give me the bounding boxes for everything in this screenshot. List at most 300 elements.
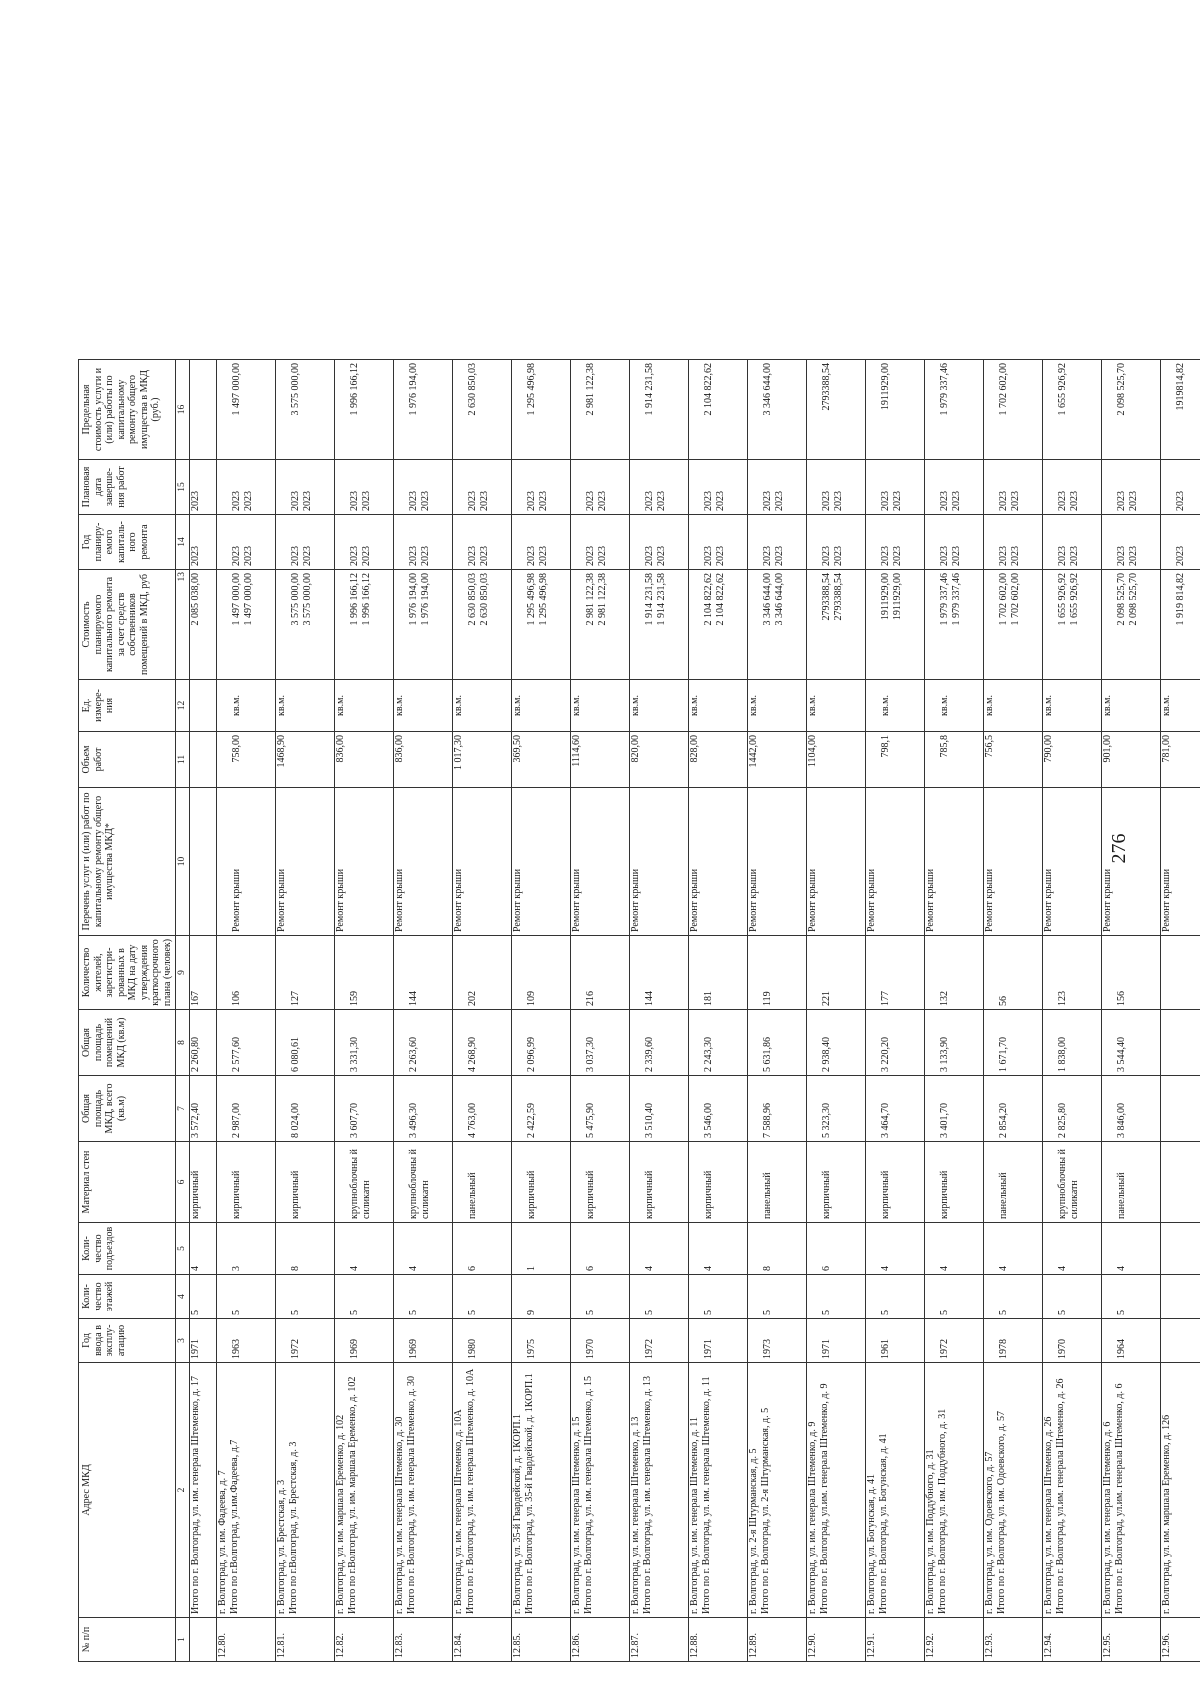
unit: кв.м. <box>629 695 641 716</box>
limit-cost: 2 630 850,03 <box>466 363 478 416</box>
repair-plan-table <box>78 359 1200 1662</box>
cost: 1 655 926,92 <box>1056 573 1068 626</box>
carry-residents: 167 <box>189 936 216 1010</box>
work-volume: 790,00 <box>1042 735 1054 763</box>
floors: 9 <box>525 1310 537 1315</box>
col-header-volume: Объем работ <box>79 732 176 788</box>
premises-area: 6 080,61 <box>289 1037 301 1072</box>
entrances: 6 <box>820 1266 832 1271</box>
plan-year: 2023 <box>1115 546 1127 566</box>
floors: 5 <box>820 1310 832 1315</box>
unit: кв.м. <box>806 695 818 716</box>
plan-year: 2023 <box>407 546 419 566</box>
end-date: 2023 <box>1056 491 1068 511</box>
floors: 5 <box>466 1310 478 1315</box>
work-volume: 1468,90 <box>275 735 287 768</box>
end-date: 2023 <box>702 491 714 511</box>
entrances: 8 <box>289 1266 301 1271</box>
address: г. Волгоград, ул. им. генерала Штеменко, д. 10А <box>452 1409 464 1614</box>
entrances: 4 <box>1056 1266 1068 1271</box>
limit-cost: 1 976 194,00 <box>407 363 419 416</box>
end-date-total: 2023 <box>537 491 549 511</box>
premises-area <box>1161 1013 1175 1072</box>
end-date: 2023 <box>1115 491 1127 511</box>
total-area: 3 546,00 <box>702 1103 714 1138</box>
unit: кв.м. <box>688 695 700 716</box>
total-area: 5 323,30 <box>820 1103 832 1138</box>
carry-floors: 5 <box>189 1275 216 1319</box>
row-number: 12.83. <box>393 1633 405 1658</box>
limit-cost: 1 702 602,00 <box>997 363 1009 416</box>
col-number: 2 <box>176 1363 190 1618</box>
work-volume: 1 017,30 <box>452 735 464 770</box>
work-volume: 1104,00 <box>806 735 818 768</box>
work-volume: 836,00 <box>393 735 405 763</box>
plan-year: 2023 <box>702 546 714 566</box>
table-row <box>216 360 275 1662</box>
year-built: 1978 <box>997 1339 1009 1359</box>
plan-year: 2023 <box>466 546 478 566</box>
address-total: Итого по г.Волгоград, ул. Брестская, д. 3 <box>287 1441 299 1614</box>
wall-material: крупноблочны й силикатн <box>1056 1149 1080 1219</box>
col-header-premises-area: Общая площадь помещений МКД (кв.м) <box>79 1010 176 1076</box>
carry-end-date: 2023 <box>189 460 216 515</box>
limit-cost: 1 996 166,12 <box>348 363 360 416</box>
unit: кв.м. <box>747 695 759 716</box>
year-built: 1969 <box>348 1339 360 1359</box>
plan-year: 2023 <box>820 546 832 566</box>
col-header-address: Адрес МКД <box>79 1363 176 1618</box>
work-type: Ремонт крыши <box>275 868 287 932</box>
address: г. Волгоград, ул. им. маршала Еременко, д. 102 <box>334 1414 346 1614</box>
floors: 5 <box>643 1310 655 1315</box>
plan-year-total: 2023 <box>1068 546 1080 566</box>
address: г. Волгоград, ул. 2-я Штурманская, д. 5 <box>747 1448 759 1614</box>
work-type: Ремонт крыши <box>1160 868 1172 932</box>
cost: 1 996 166,12 <box>348 573 360 626</box>
unit: кв.м. <box>879 695 891 716</box>
plan-year-total: 2023 <box>655 546 667 566</box>
entrances: 4 <box>1115 1266 1127 1271</box>
row-number: 12.90. <box>806 1633 818 1658</box>
address-total: Итого по г. Волгоград, ул. им. генерала Штеменко, д. 10А <box>464 1368 476 1614</box>
entrances: 4 <box>407 1266 419 1271</box>
row-number: 12.94. <box>1042 1633 1054 1658</box>
address: г. Волгоград, ул. им. генерала Штеменко, д. 11 <box>688 1417 700 1614</box>
table-row <box>1101 360 1160 1662</box>
address: г. Волгоград, ул. им. генерала Штеменко, д. 26 <box>1042 1416 1054 1614</box>
cost-total: 2 098 525,70 <box>1127 573 1139 626</box>
work-volume: 1442,00 <box>747 735 759 768</box>
col-number: 3 <box>176 1319 190 1363</box>
plan-year-total: 2023 <box>419 546 431 566</box>
limit-cost: 1 979 337,46 <box>938 363 950 416</box>
year-built: 1972 <box>938 1339 950 1359</box>
work-type: Ремонт крыши <box>452 868 464 932</box>
carry-entrances: 4 <box>189 1223 216 1275</box>
residents: 144 <box>643 991 655 1006</box>
address: г. Волгоград, ул. Брестская, д. 3 <box>275 1479 287 1614</box>
work-volume: 1114,60 <box>570 735 582 767</box>
plan-year-total: 2023 <box>242 546 254 566</box>
carry-material: кирпичный <box>189 1142 216 1223</box>
total-area: 3 496,30 <box>407 1103 419 1138</box>
unit: кв.м. <box>511 695 523 716</box>
plan-year: 2023 <box>1056 546 1068 566</box>
limit-cost: 1 914 231,58 <box>643 363 655 416</box>
end-date: 2023 <box>997 491 1009 511</box>
address: г. Волгоград, ул. им. Поддубного, д. 31 <box>924 1449 936 1614</box>
cost: 1911929,00 <box>879 573 891 621</box>
residents: 181 <box>702 991 714 1006</box>
wall-material: кирпичный <box>879 1170 891 1219</box>
table-row <box>1042 360 1101 1662</box>
address: г. Волгоград, ул. им. маршала Еременко, д. 126 <box>1160 1414 1172 1614</box>
work-type: Ремонт крыши <box>806 868 818 932</box>
row-number: 12.93. <box>983 1633 995 1658</box>
address-total: Итого по г.Волгоград, ул. им. маршала Еременко, д. 102 <box>346 1376 358 1614</box>
floors <box>1161 1278 1175 1315</box>
total-area: 3 464,70 <box>879 1103 891 1138</box>
plan-year: 2023 <box>879 546 891 566</box>
row-number: 12.87. <box>629 1633 641 1658</box>
address-total: Итого по г. Волгоград, ул. им. генерала Штеменко, д. 11 <box>700 1376 712 1614</box>
wall-material: кирпичный <box>289 1170 301 1219</box>
end-date-total: 2023 <box>242 491 254 511</box>
carry-address: Итого по г. Волгоград, ул. им. генерала Штеменко, д. 17 <box>189 1363 216 1618</box>
work-type: Ремонт крыши <box>688 868 700 932</box>
premises-area: 2 243,30 <box>702 1037 714 1072</box>
table-row <box>688 360 747 1662</box>
wall-material: крупноблочны й силикатн <box>407 1149 431 1219</box>
end-date: 2023 <box>407 491 419 511</box>
address-total: Итого по г. Волгоград, ул. им. генерала Штеменко, д. 13 <box>641 1376 653 1614</box>
end-date-total: 2023 <box>360 491 372 511</box>
floors: 5 <box>348 1310 360 1315</box>
residents: 109 <box>525 991 537 1006</box>
limit-cost: 2 981 122,38 <box>584 363 596 416</box>
col-header-plan-year: Год планиру-емого капиталь-ного ремонта <box>79 515 176 570</box>
col-header-total-area: Общая площадь МКД, всего (кв.м) <box>79 1076 176 1142</box>
wall-material: кирпичный <box>820 1170 832 1219</box>
cost: 2 104 822,62 <box>702 573 714 626</box>
premises-area: 5 631,86 <box>761 1037 773 1072</box>
premises-area: 3 037,30 <box>584 1037 596 1072</box>
plan-year: 2023 <box>997 546 1009 566</box>
limit-cost: 1 295 496,98 <box>525 363 537 416</box>
cost: 1 979 337,46 <box>938 573 950 626</box>
work-volume: 785,8 <box>938 735 950 758</box>
total-area: 3 401,70 <box>938 1103 950 1138</box>
work-type: Ремонт крыши <box>511 868 523 932</box>
plan-year: 2023 <box>230 546 242 566</box>
limit-cost: 1 497 000,00 <box>230 363 242 416</box>
col-number: 14 <box>176 515 190 570</box>
work-type: Ремонт крыши <box>570 868 582 932</box>
col-header-unit: Ед. измере-ния <box>79 680 176 732</box>
premises-area: 1 671,70 <box>997 1037 1009 1072</box>
plan-year-total: 2023 <box>1127 546 1139 566</box>
entrances: 6 <box>466 1266 478 1271</box>
end-date: 2023 <box>1174 491 1186 511</box>
col-header-works: Перечень услуг и (или) работ по капитальному ремонту общего имущества МКД* <box>79 788 176 936</box>
row-number: 12.82. <box>334 1633 346 1658</box>
address: г. Волгоград, ул. им. генерала Штеменко, д. 13 <box>629 1416 641 1614</box>
cost: 1 497 000,00 <box>230 573 242 626</box>
entrances: 4 <box>643 1266 655 1271</box>
total-area: 3 846,00 <box>1115 1103 1127 1138</box>
unit: кв.м. <box>230 695 242 716</box>
address-total: Итого по г. Волгоград, ул.им. генерала Штеменко, д. 26 <box>1054 1378 1066 1614</box>
col-number: 10 <box>176 788 190 936</box>
plan-year: 2023 <box>938 546 950 566</box>
col-number: 12 <box>176 680 190 732</box>
table-row <box>1160 360 1200 1662</box>
unit: кв.м. <box>452 695 464 716</box>
address: г. Волгоград, ул. 35-й Гвардейской, д. 1КОРП.1 <box>511 1413 523 1614</box>
carry-over-row <box>189 360 216 1662</box>
header-row <box>79 360 176 1662</box>
address-total: Итого по г. Волгоград, ул.им. генерала Штеменко, д. 9 <box>818 1383 830 1614</box>
year-built: 1980 <box>466 1339 478 1359</box>
col-number: 15 <box>176 460 190 515</box>
end-date-total: 2023 <box>655 491 667 511</box>
plan-year-total: 2023 <box>301 546 313 566</box>
entrances: 4 <box>348 1266 360 1271</box>
unit: кв.м. <box>570 695 582 716</box>
residents: 159 <box>348 991 360 1006</box>
total-area: 8 024,00 <box>289 1103 301 1138</box>
work-type: Ремонт крыши <box>393 868 405 932</box>
col-header-floors: Коли-чество этажей <box>79 1275 176 1319</box>
end-date-total: 2023 <box>1009 491 1021 511</box>
premises-area: 2 263,60 <box>407 1037 419 1072</box>
year-built: 1970 <box>584 1339 596 1359</box>
col-number: 6 <box>176 1142 190 1223</box>
address: г. Волгоград, ул. им. генерала Штеменко, д. 30 <box>393 1416 405 1614</box>
row-number: 12.96. <box>1160 1633 1172 1658</box>
col-number: 1 <box>176 1618 190 1662</box>
work-volume: 798,1 <box>879 735 891 758</box>
residents: 156 <box>1115 991 1127 1006</box>
address: г. Волгоград, ул. Богунская, д. 41 <box>865 1474 877 1614</box>
table-row <box>334 360 393 1662</box>
address-total: Итого по г. Волгоград, ул. им. генерала Штеменко, д. 15 <box>582 1376 594 1614</box>
table-row <box>806 360 865 1662</box>
year-built: 1964 <box>1115 1339 1127 1359</box>
year-built: 1972 <box>289 1339 301 1359</box>
residents: 56 <box>997 996 1009 1006</box>
col-header-cost: Стоимость планируемого капитального ремонта за счет средств собственников помещений в МКД, руб <box>79 570 176 680</box>
limit-cost: 1 655 926,92 <box>1056 363 1068 416</box>
year-built: 1961 <box>879 1339 891 1359</box>
end-date: 2023 <box>289 491 301 511</box>
row-number: 12.92. <box>924 1633 936 1658</box>
cost: 2 981 122,38 <box>584 573 596 626</box>
work-type: Ремонт крыши <box>334 868 346 932</box>
limit-cost: 2793388,54 <box>820 363 832 411</box>
address-total: Итого по г. Волгоград, ул. 35-й Гвардейской, д. 1КОРП.1 <box>523 1373 535 1614</box>
row-number: 12.95. <box>1101 1633 1113 1658</box>
carry-total-area: 3 572,40 <box>189 1076 216 1142</box>
plan-year-total: 2023 <box>360 546 372 566</box>
limit-cost: 3 575 000,00 <box>289 363 301 416</box>
plan-year: 2023 <box>643 546 655 566</box>
cost: 2 098 525,70 <box>1115 573 1127 626</box>
row-number: 12.81. <box>275 1633 287 1658</box>
end-date-total: 2023 <box>478 491 490 511</box>
floors: 5 <box>761 1310 773 1315</box>
total-area: 3 510,40 <box>643 1103 655 1138</box>
limit-cost: 1911929,00 <box>879 363 891 411</box>
entrances: 4 <box>879 1266 891 1271</box>
entrances <box>1161 1226 1175 1271</box>
floors: 5 <box>230 1310 242 1315</box>
entrances: 4 <box>938 1266 950 1271</box>
cost: 2 630 850,03 <box>466 573 478 626</box>
col-number: 9 <box>176 936 190 1010</box>
total-area: 3 607,70 <box>348 1103 360 1138</box>
year-built: 1975 <box>525 1339 537 1359</box>
cost: 3 575 000,00 <box>289 573 301 626</box>
wall-material: крупноблочны й силикатн <box>348 1149 372 1219</box>
entrances: 6 <box>584 1266 596 1271</box>
end-date: 2023 <box>761 491 773 511</box>
work-volume: 756,5 <box>983 735 995 758</box>
year-built: 1971 <box>702 1339 714 1359</box>
plan-year-total: 2023 <box>478 546 490 566</box>
residents: 132 <box>938 991 950 1006</box>
floors: 5 <box>997 1310 1009 1315</box>
total-area <box>1161 1079 1175 1138</box>
total-area: 2 854,20 <box>997 1103 1009 1138</box>
address: г. Волгоград, ул. им. генерала Штеменко, д. 6 <box>1101 1421 1113 1614</box>
end-date: 2023 <box>584 491 596 511</box>
col-header-year: Год ввода в эксплу-атацию <box>79 1319 176 1363</box>
unit: кв.м. <box>275 695 287 716</box>
cost: 1 702 602,00 <box>997 573 1009 626</box>
col-number: 11 <box>176 732 190 788</box>
limit-cost: 2 098 525,70 <box>1115 363 1127 416</box>
premises-area: 2 938,40 <box>820 1037 832 1072</box>
plan-year: 2023 <box>348 546 360 566</box>
cost-total: 1 295 496,98 <box>537 573 549 626</box>
address-total: Итого по г. Волгоград, ул. им. генерала Штеменко, д. 30 <box>405 1376 417 1614</box>
cost-total: 1 979 337,46 <box>950 573 962 626</box>
carry-cost: 2 085 038,00 <box>189 570 216 680</box>
col-number: 16 <box>176 360 190 460</box>
plan-year: 2023 <box>761 546 773 566</box>
entrances: 4 <box>702 1266 714 1271</box>
limit-cost: 2 104 822,62 <box>702 363 714 416</box>
year-built: 1972 <box>643 1339 655 1359</box>
row-number: 12.88. <box>688 1633 700 1658</box>
residents: 177 <box>879 991 891 1006</box>
floors: 5 <box>879 1310 891 1315</box>
residents: 221 <box>820 991 832 1006</box>
end-date: 2023 <box>938 491 950 511</box>
residents: 144 <box>407 991 419 1006</box>
unit: кв.м. <box>334 695 346 716</box>
premises-area: 3 220,20 <box>879 1037 891 1072</box>
cost-total: 3 575 000,00 <box>301 573 313 626</box>
wall-material: кирпичный <box>584 1170 596 1219</box>
wall-material: панельный <box>1115 1172 1127 1219</box>
end-date: 2023 <box>879 491 891 511</box>
cost-total: 1 996 166,12 <box>360 573 372 626</box>
premises-area: 2 577,60 <box>230 1037 242 1072</box>
cost-total: 3 346 644,00 <box>773 573 785 626</box>
unit: кв.м. <box>983 695 995 716</box>
work-volume: 758,00 <box>230 735 242 763</box>
plan-year-total: 2023 <box>537 546 549 566</box>
wall-material: кирпичный <box>230 1170 242 1219</box>
plan-year-total: 2023 <box>891 546 903 566</box>
carry-year: 1971 <box>189 1319 216 1363</box>
total-area: 2 987,00 <box>230 1103 242 1138</box>
table-row <box>983 360 1042 1662</box>
address: г. Волгоград, ул. им. генерала Штеменко, д. 15 <box>570 1416 582 1614</box>
work-volume: 820,00 <box>629 735 641 763</box>
residents: 202 <box>466 991 478 1006</box>
residents <box>1161 939 1175 1006</box>
address: г. Волгоград, ул. им. генерала Штеменко, д. 9 <box>806 1421 818 1614</box>
total-area: 4 763,00 <box>466 1103 478 1138</box>
cost: 3 346 644,00 <box>761 573 773 626</box>
end-date-total: 2023 <box>1127 491 1139 511</box>
page-number: 276 <box>1108 833 1130 864</box>
premises-area: 1 838,00 <box>1056 1037 1068 1072</box>
table-body <box>189 360 1200 1662</box>
address-total: Итого по г. Волгоград, ул. им. Одоевского, д. 57 <box>995 1410 1007 1614</box>
premises-area: 4 268,90 <box>466 1037 478 1072</box>
address-total: Итого по г. Волгоград, ул. Богунская, д. 41 <box>877 1433 889 1614</box>
wall-material: кирпичный <box>643 1170 655 1219</box>
entrances: 3 <box>230 1266 242 1271</box>
work-volume: 828,00 <box>688 735 700 763</box>
plan-year-total: 2023 <box>714 546 726 566</box>
cost: 2793388,54 <box>820 573 832 621</box>
plan-year: 2023 <box>289 546 301 566</box>
plan-year-total: 2023 <box>832 546 844 566</box>
cost-total: 1 702 602,00 <box>1009 573 1021 626</box>
floors: 5 <box>938 1310 950 1315</box>
table-row <box>865 360 924 1662</box>
total-area: 5 475,90 <box>584 1103 596 1138</box>
end-date-total: 2023 <box>950 491 962 511</box>
plan-year: 2023 <box>525 546 537 566</box>
unit: кв.м. <box>1042 695 1054 716</box>
col-header-limit-cost: Предельная стоимость услуги и (или) работы по капитальному ремонту общего имущества в МКД (руб.) <box>79 360 176 460</box>
work-volume: 901,00 <box>1101 735 1113 763</box>
col-number: 5 <box>176 1223 190 1275</box>
row-number: 12.91. <box>865 1633 877 1658</box>
cost-total: 1 976 194,00 <box>419 573 431 626</box>
work-type: Ремонт крыши <box>924 868 936 932</box>
cost-total: 2793388,54 <box>832 573 844 621</box>
work-type: Ремонт крыши <box>230 868 242 932</box>
premises-area: 3 133,90 <box>938 1037 950 1072</box>
floors: 5 <box>1056 1310 1068 1315</box>
end-date-total: 2023 <box>714 491 726 511</box>
table-row <box>393 360 452 1662</box>
residents: 216 <box>584 991 596 1006</box>
residents: 119 <box>761 991 773 1006</box>
residents: 127 <box>289 991 301 1006</box>
plan-year-total: 2023 <box>1009 546 1021 566</box>
table-row <box>452 360 511 1662</box>
address: г. Волгоград, ул. им. Фадеева, д. 7 <box>216 1470 228 1614</box>
